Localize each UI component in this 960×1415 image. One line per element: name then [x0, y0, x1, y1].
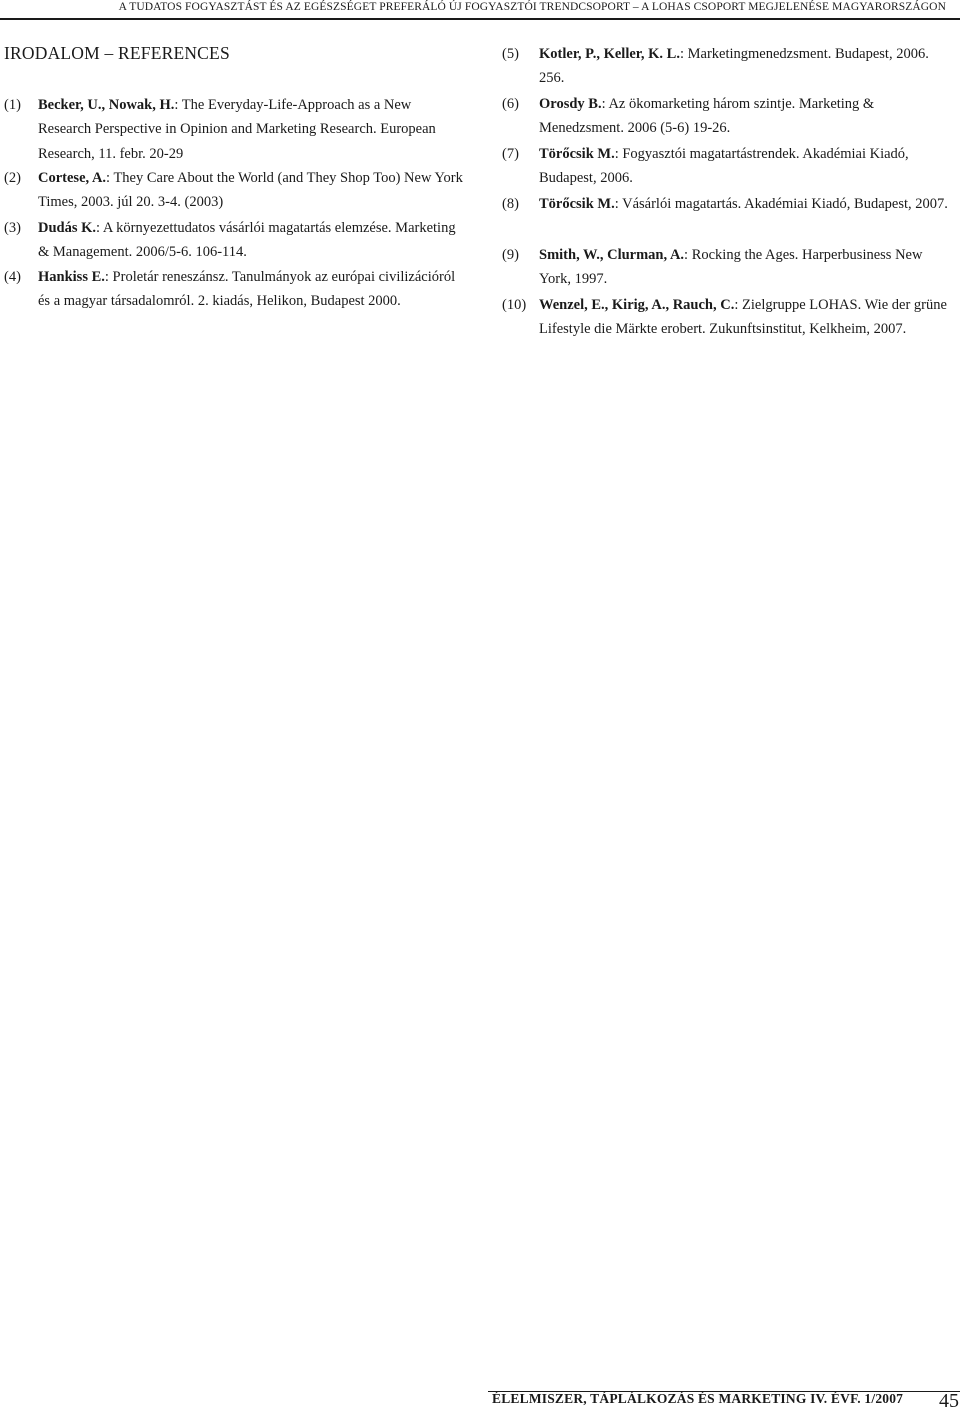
- reference-details: : Zielgruppe LOHAS. Wie der grüne Lifestyle die Märkte erobert. Zukunftsinstitut, Kelkheim, 2007.: [539, 297, 947, 338]
- reference-number: (4): [4, 269, 21, 285]
- reference-item: [4, 216, 464, 265]
- footer-journal-title: ÉLELMISZER, TÁPLÁLKOZÁS ÉS MARKETING IV. ÉVF. 1/2007: [492, 1391, 904, 1406]
- reference-author: Törőcsik M.: [539, 146, 615, 162]
- reference-details: : Fogyasztói magatartástrendek. Akadémiai Kiadó, Budapest, 2006.: [539, 146, 909, 187]
- reference-item: [4, 93, 464, 166]
- reference-number: (2): [4, 170, 21, 186]
- reference-item: [502, 293, 952, 342]
- reference-details: : Az ökomarketing három szintje. Marketing & Menedzsment. 2006 (5-6) 19-26.: [539, 96, 875, 137]
- reference-number: (6): [502, 96, 519, 112]
- reference-item: [502, 243, 952, 292]
- page-number: 45: [939, 1390, 959, 1412]
- section-title: IRODALOM – REFERENCES: [4, 43, 230, 63]
- reference-author: Wenzel, E., Kirig, A., Rauch, C.: [539, 297, 735, 313]
- reference-details: : Proletár reneszánsz. Tanulmányok az európai civilizációról és a magyar társadalomról. 2. kiadás, Helikon, Budapest 2000.: [38, 269, 456, 310]
- reference-details: : Rocking the Ages. Harperbusiness New York, 1997.: [539, 247, 923, 288]
- reference-item: [502, 192, 952, 216]
- reference-author: Orosdy B.: [539, 96, 602, 112]
- reference-number: (8): [502, 196, 519, 212]
- header-rule: [0, 18, 960, 20]
- reference-item: [4, 265, 464, 314]
- reference-author: Dudás K.: [38, 220, 97, 236]
- reference-number: (1): [4, 97, 21, 113]
- reference-author: Törőcsik M.: [539, 196, 615, 212]
- reference-details: : A környezettudatos vásárlói magatartás elemzése. Marketing & Management. 2006/5-6. 106-114.: [38, 220, 456, 261]
- reference-author: Hankiss E.: [38, 269, 105, 285]
- reference-details: : Marketingmenedzsment. Budapest, 2006. 256.: [539, 46, 929, 87]
- reference-number: (10): [502, 297, 527, 313]
- reference-details: : The Everyday-Life-Approach as a New Research Perspective in Opinion and Marketing Research. European Research, 11. febr. 20-29: [38, 97, 436, 162]
- reference-author: Becker, U., Nowak, H.: [38, 97, 175, 113]
- running-title: A TUDATOS FOGYASZTÁST ÉS AZ EGÉSZSÉGET PREFERÁLÓ ÚJ FOGYASZTÓI TRENDCSOPORT – A LOHAS CSOPORT MEGJELENÉSE MAGYARORSZÁGON: [118, 1, 946, 13]
- reference-item: [502, 42, 952, 91]
- reference-author: Smith, W., Clurman, A.: [539, 247, 685, 263]
- running-header: [0, 0, 960, 22]
- reference-item: [502, 142, 952, 191]
- reference-author: Kotler, P., Keller, K. L.: [539, 46, 680, 62]
- reference-details: : They Care About the World (and They Shop Too) New York Times, 2003. júl 20. 3-4. (2003): [38, 170, 463, 211]
- reference-number: (3): [4, 220, 21, 236]
- reference-item: [4, 166, 464, 215]
- reference-number: (7): [502, 146, 519, 162]
- reference-details: : Vásárlói magatartás. Akadémiai Kiadó, Budapest, 2007.: [614, 196, 948, 212]
- reference-item: [502, 92, 952, 141]
- reference-number: (9): [502, 247, 519, 263]
- reference-author: Cortese, A.: [38, 170, 107, 186]
- reference-number: (5): [502, 46, 519, 62]
